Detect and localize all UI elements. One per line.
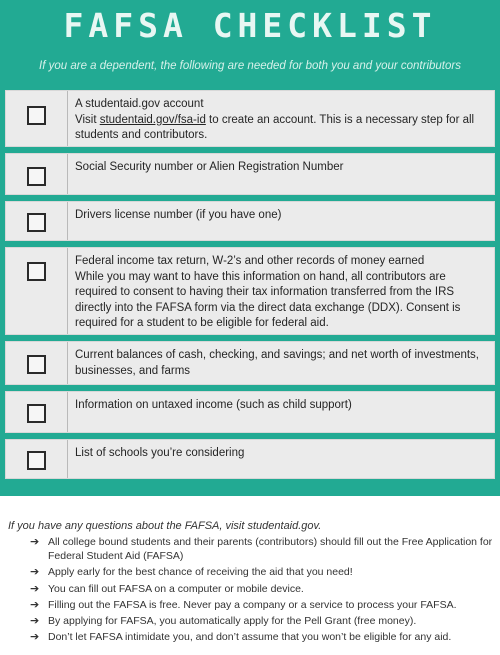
list-item: ➔ By applying for FAFSA, you automatically apply for the Pell Grant (free money). xyxy=(30,614,417,628)
page-title: FAFSA CHECKLIST xyxy=(63,6,437,45)
checklist-item-text: List of schools you’re considering xyxy=(75,447,245,459)
checkbox[interactable] xyxy=(27,213,46,232)
list-item: ➔ Don’t let FAFSA intimidate you, and don’t assume that you won’t be eligible for any aid. xyxy=(30,630,452,644)
checkbox[interactable] xyxy=(27,167,46,186)
list-item: ➔ You can fill out FAFSA on a computer or mobile device. xyxy=(30,581,304,595)
arrow-right-icon: ➔ xyxy=(30,614,40,628)
checkbox[interactable] xyxy=(27,451,46,470)
checklist-item-text: Social Security number or Alien Registration Number xyxy=(75,161,344,173)
checklist-item-tax-return xyxy=(5,247,495,335)
checklist-item-text: A studentaid.gov account Visit studentaid.gov/fsa-id to create an account. This is a necessary step for all students and contributors. xyxy=(75,98,475,141)
list-item: ➔ Apply early for the best chance of receiving the aid that you need! xyxy=(30,565,353,579)
checklist-item-text: Current balances of cash, checking, and savings; and net worth of investments, businesses, and farms xyxy=(75,349,479,377)
checklist-item-balances xyxy=(5,341,495,385)
fsa-id-link[interactable]: studentaid.gov/fsa-id xyxy=(99,113,206,126)
list-item: ➔ All college bound students and their parents (contributors) should fill out the Free Application for Federal Student Aid (FAFSA) xyxy=(30,535,493,563)
list-item: ➔ Filling out the FAFSA is free. Never pay a company or a service to process your FAFSA. xyxy=(30,597,457,611)
checklist-item-untaxed-income xyxy=(5,391,495,433)
tips-list xyxy=(8,535,494,644)
checkbox[interactable] xyxy=(27,404,46,423)
arrow-right-icon: ➔ xyxy=(30,581,40,595)
checklist-item-drivers-license xyxy=(5,201,495,241)
checkbox[interactable] xyxy=(27,355,46,374)
checklist-item-text: Drivers license number (if you have one) xyxy=(75,209,282,221)
checklist-item-text: Federal income tax return, W-2’s and other records of money earned While you may want to have this information on hand, all contributors are required to consent to having their tax information transferred from the IRS directly into the FAFSA form via the direct data exchange (DDX). Consent is required for a student to be eligible for federal aid. xyxy=(75,255,461,329)
tips-intro: If you have any questions about the FAFSA, visit studentaid.gov. xyxy=(8,520,322,532)
page-subtitle: If you are a dependent, the following are needed for both you and your contributors xyxy=(39,60,461,72)
arrow-right-icon: ➔ xyxy=(30,630,40,644)
checklist xyxy=(5,90,495,485)
arrow-right-icon: ➔ xyxy=(30,535,40,548)
checklist-item-schools xyxy=(5,439,495,479)
fafsa-tips xyxy=(8,520,494,646)
checklist-item-text: Information on untaxed income (such as child support) xyxy=(75,399,352,411)
checklist-item-studentaid-account xyxy=(5,90,495,147)
arrow-right-icon: ➔ xyxy=(30,565,40,579)
checkbox[interactable] xyxy=(27,262,46,281)
checkbox[interactable] xyxy=(27,106,46,125)
arrow-right-icon: ➔ xyxy=(30,597,40,611)
checklist-item-ssn xyxy=(5,153,495,195)
